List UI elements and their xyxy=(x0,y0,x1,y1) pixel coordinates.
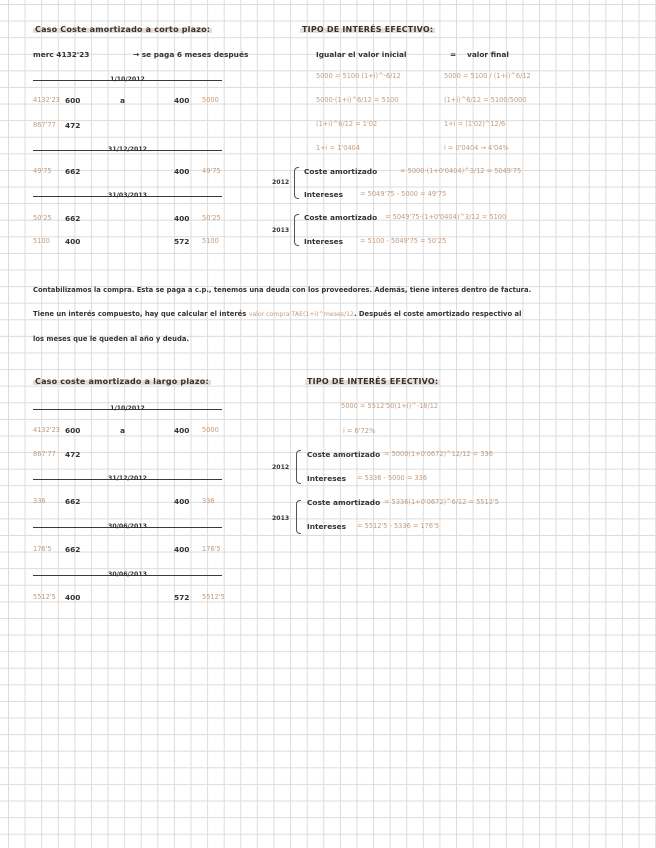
journal-amount: 49'75 xyxy=(202,167,221,175)
journal-amount: 49'75 xyxy=(33,167,52,175)
journal-date-rule xyxy=(33,405,222,412)
year-label: 2012 xyxy=(272,464,290,471)
journal-date: 30/06/2013 xyxy=(108,523,147,530)
journal-amount: 176'5 xyxy=(33,545,52,553)
equation-line: 1+i = 1'0404 xyxy=(316,144,361,152)
journal-account: 572 xyxy=(174,593,190,602)
equation-line: 5000 = 5100 / (1+i)^6/12 xyxy=(444,72,531,80)
journal-amount: 336 xyxy=(202,497,215,505)
journal-date-rule xyxy=(33,192,222,199)
section-title-short-term: Caso Coste amortizado a corto plazo: xyxy=(35,25,211,34)
equation-line: 5000 = 5512'50(1+i)^-18/12 xyxy=(341,402,439,410)
calc-value: = 5049'75·(1+0'0404)^3/12 = 5100 xyxy=(385,213,507,221)
journal-account: 662 xyxy=(65,167,81,176)
journal-account: 400 xyxy=(174,497,190,506)
journal-account: 662 xyxy=(65,497,81,506)
journal-account: 600 xyxy=(65,426,81,435)
journal-date: 31/03/2013 xyxy=(108,192,147,199)
journal-account: 400 xyxy=(174,426,190,435)
note-purchase: merc 4132'23 xyxy=(33,50,90,59)
journal-account: 400 xyxy=(174,96,190,105)
journal-account: 400 xyxy=(174,167,190,176)
journal-date-rule xyxy=(33,523,222,530)
calc-value: = 5100 - 5049'75 = 50'25 xyxy=(360,237,447,245)
journal-date: 30/06/2013 xyxy=(108,571,147,578)
paragraph-line: Contabilizamos la compra. Esta se paga a c.p., tenemos una deuda con los proveedores. Además, tiene interes dentro de factura. xyxy=(33,286,532,294)
equation-heading: valor final xyxy=(467,50,509,59)
year-label: 2013 xyxy=(272,515,290,522)
journal-amount: 5100 xyxy=(202,237,219,245)
journal-amount: 5000 xyxy=(202,426,219,434)
bracket xyxy=(294,167,299,199)
paragraph-text: . Después el coste amortizado respectivo al xyxy=(353,310,522,318)
equation-line: i = 0'0404 → 4'04% xyxy=(444,144,509,152)
journal-amount: 50'25 xyxy=(202,214,221,222)
equation-line: 5000·(1+i)^6/12 = 5100 xyxy=(316,96,399,104)
bracket xyxy=(296,500,301,534)
journal-account: 472 xyxy=(65,450,81,459)
bracket xyxy=(296,450,301,484)
paragraph-line: los meses que le queden al año y deuda. xyxy=(33,335,190,343)
journal-account: 662 xyxy=(65,214,81,223)
section-title-long-term: Caso coste amortizado a largo plazo: xyxy=(35,377,209,386)
paragraph-text: Tiene un interés compuesto, hay que calcular el interés xyxy=(33,310,247,318)
journal-date-rule xyxy=(33,571,222,578)
journal-date-rule xyxy=(33,146,222,153)
section-title-effective-rate: TIPO DE INTERÉS EFECTIVO: xyxy=(302,25,434,34)
journal-amount: 50'25 xyxy=(33,214,52,222)
journal-account: 662 xyxy=(65,545,81,554)
journal-account: 400 xyxy=(174,214,190,223)
equation-heading: = xyxy=(450,50,457,59)
calc-value: = 5336(1+0'0672)^6/12 = 5512'5 xyxy=(384,498,499,506)
calc-label: Coste amortizado xyxy=(304,167,378,176)
calc-label: Coste amortizado xyxy=(307,498,381,507)
journal-a: a xyxy=(120,96,125,105)
bracket xyxy=(294,214,299,246)
section-title-effective-rate: TIPO DE INTERÉS EFECTIVO: xyxy=(307,377,439,386)
journal-a: a xyxy=(120,426,125,435)
calc-value: = 5000(1+0'0672)^12/12 = 336 xyxy=(384,450,493,458)
paragraph-formula: valor compra·TAE(1+i)^meses/12 xyxy=(248,311,354,318)
calc-label: Coste amortizado xyxy=(307,450,381,459)
calc-value: = 5512'5 - 5336 = 176'5 xyxy=(357,522,440,530)
equation-heading: Igualar el valor inicial xyxy=(316,50,407,59)
journal-account: 400 xyxy=(174,545,190,554)
journal-account: 572 xyxy=(174,237,190,246)
calc-label: Coste amortizado xyxy=(304,213,378,222)
journal-date-rule xyxy=(33,475,222,482)
paragraph-line xyxy=(33,302,648,327)
calc-value: = 5336 - 5000 = 336 xyxy=(357,474,428,482)
journal-date: 31/12/2012 xyxy=(108,146,147,153)
calc-value: = 5049'75 - 5000 = 49'75 xyxy=(360,190,447,198)
journal-amount: 867'77 xyxy=(33,121,56,129)
equation-line: (1+i)^6/12 = 1'02 xyxy=(316,120,378,128)
journal-amount: 176'5 xyxy=(202,545,221,553)
journal-account: 472 xyxy=(65,121,81,130)
journal-date: 31/12/2012 xyxy=(108,475,147,482)
equation-line: 1+i = (1'02)^12/6 xyxy=(444,120,506,128)
journal-account: 400 xyxy=(65,237,81,246)
calc-value: = 5000·(1+0'0404)^3/12 = 5049'75 xyxy=(400,167,522,175)
journal-date-rule xyxy=(33,76,222,83)
equation-line: (1+i)^6/12 = 5100/5000 xyxy=(444,96,527,104)
journal-amount: 5512'5 xyxy=(202,593,225,601)
journal-date: 1/10/2012 xyxy=(110,76,145,83)
journal-date: 1/10/2012 xyxy=(110,405,145,412)
calc-label: Intereses xyxy=(304,237,344,246)
journal-account: 400 xyxy=(65,593,81,602)
year-label: 2013 xyxy=(272,227,290,234)
journal-account: 600 xyxy=(65,96,81,105)
journal-amount: 867'77 xyxy=(33,450,56,458)
journal-amount: 336 xyxy=(33,497,46,505)
journal-amount: 4132'23 xyxy=(33,96,60,104)
year-label: 2012 xyxy=(272,179,290,186)
calc-label: Intereses xyxy=(307,522,347,531)
note-payment: → se paga 6 meses después xyxy=(133,50,249,59)
journal-amount: 5100 xyxy=(33,237,50,245)
equation-line: 5000 = 5100 (1+i)^-6/12 xyxy=(316,72,401,80)
journal-amount: 4132'23 xyxy=(33,426,60,434)
calc-label: Intereses xyxy=(307,474,347,483)
equation-line: i = 6'72% xyxy=(343,427,376,435)
explanation-paragraph xyxy=(33,278,648,351)
journal-amount: 5000 xyxy=(202,96,219,104)
journal-amount: 5512'5 xyxy=(33,593,56,601)
calc-label: Intereses xyxy=(304,190,344,199)
